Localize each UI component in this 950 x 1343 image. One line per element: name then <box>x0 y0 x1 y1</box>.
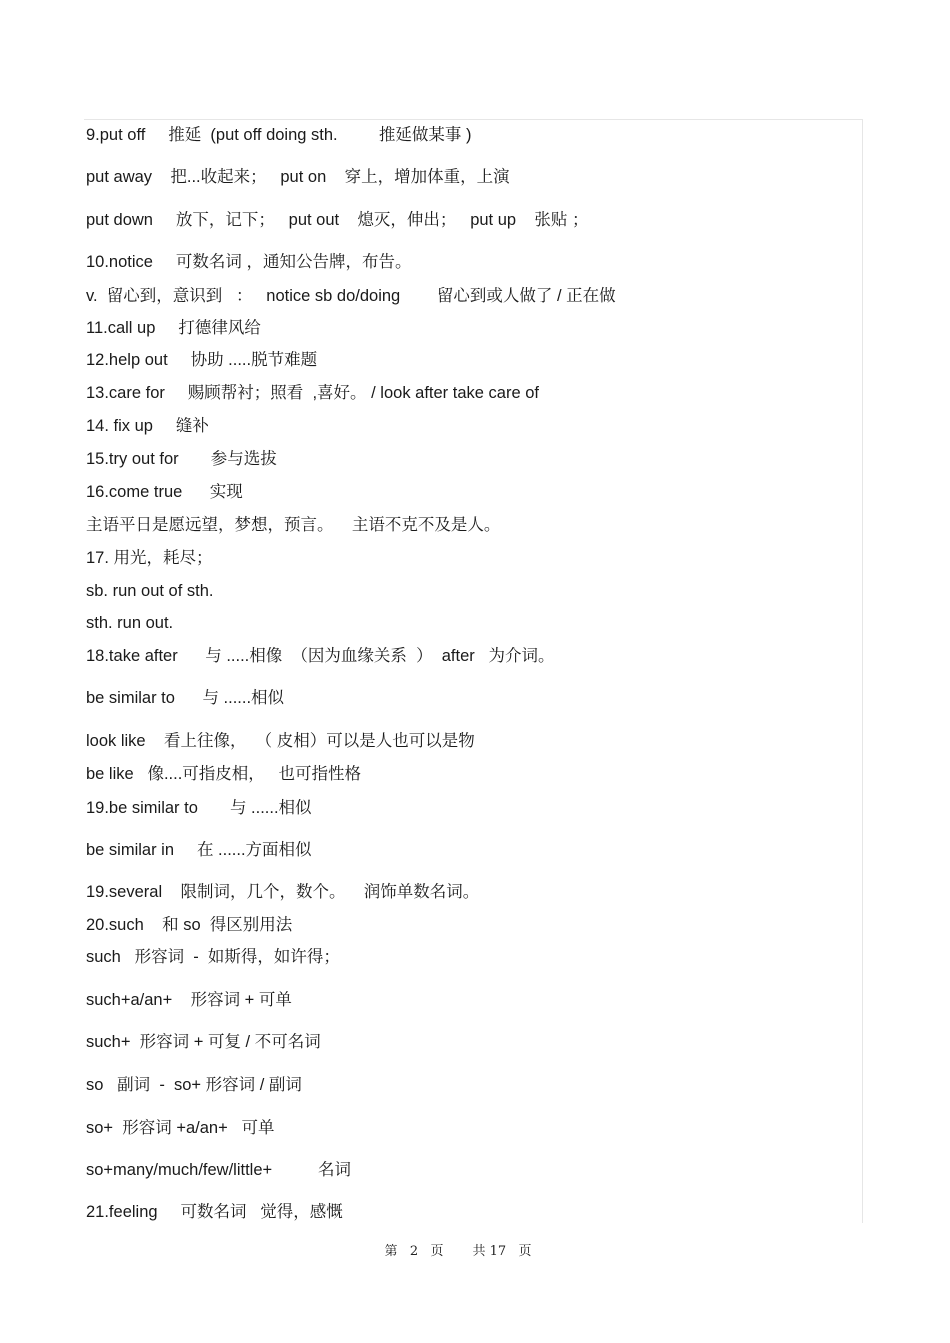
text-line: 主语平日是愿远望，梦想，预言。 主语不克不及是人。 <box>86 516 501 534</box>
text-line: 19.be similar to 与 ......相似 <box>86 799 312 817</box>
text-line: such 形容词 - 如斯得，如许得； <box>86 948 340 966</box>
text-line: 11.call up 打德律风给 <box>86 319 261 337</box>
text-line: 12.help out 协助 .....脱节难题 <box>86 351 318 369</box>
text-line: v. 留心到，意识到 ： notice sb do/doing 留心到或人做了 / 正在做 <box>86 287 616 305</box>
text-line: put down 放下，记下； put out 熄灭，伸出； put up 张贴 ； <box>86 211 589 229</box>
page-number-footer: 第 2 页 共 17 页 <box>384 1244 532 1259</box>
text-line: 15.try out for 参与选拔 <box>86 450 277 468</box>
text-line: 17. 用光，耗尽； <box>86 549 213 567</box>
text-line: sb. run out of sth. <box>86 582 214 600</box>
text-line: be similar to 与 ......相似 <box>86 689 285 707</box>
text-line: such+ 形容词 + 可复 / 不可名词 <box>86 1033 321 1051</box>
text-line: 16.come true 实现 <box>86 483 243 501</box>
text-line: 13.care for 赐顾帮衬；照看 ,喜好。 / look after take care of <box>86 384 539 402</box>
text-line: 18.take after 与 .....相像 （因为血缘关系 ） after 为介词。 <box>86 647 555 665</box>
text-line: be like 像....可指皮相， 也可指性格 <box>86 765 362 783</box>
text-line: 19.several 限制词，几个，数个。 润饰单数名词。 <box>86 883 480 901</box>
text-line: sth. run out. <box>86 614 174 632</box>
text-line: put away 把...收起来； put on 穿上，增加体重，上演 <box>86 168 510 186</box>
text-line: so 副词 - so+ 形容词 / 副词 <box>86 1076 302 1094</box>
text-line: 10.notice 可数名词 ，通知公告牌，布告。 <box>86 253 412 271</box>
text-line: 20.such 和 so 得区别用法 <box>86 916 293 934</box>
text-line: so+many/much/few/little+ 名词 <box>86 1161 352 1179</box>
text-line: look like 看上往像， （ 皮相）可以是人也可以是物 <box>86 732 475 750</box>
page-frame <box>84 119 863 1223</box>
text-line: such+a/an+ 形容词 + 可单 <box>86 991 292 1009</box>
text-line: 21.feeling 可数名词 觉得，感慨 <box>86 1203 343 1221</box>
text-line: so+ 形容词 +a/an+ 可单 <box>86 1119 275 1137</box>
text-line: 9.put off 推延 (put off doing sth. 推延做某事 ) <box>86 126 472 144</box>
text-line: 14. fix up 缝补 <box>86 417 209 435</box>
text-line: be similar in 在 ......方面相似 <box>86 841 312 859</box>
